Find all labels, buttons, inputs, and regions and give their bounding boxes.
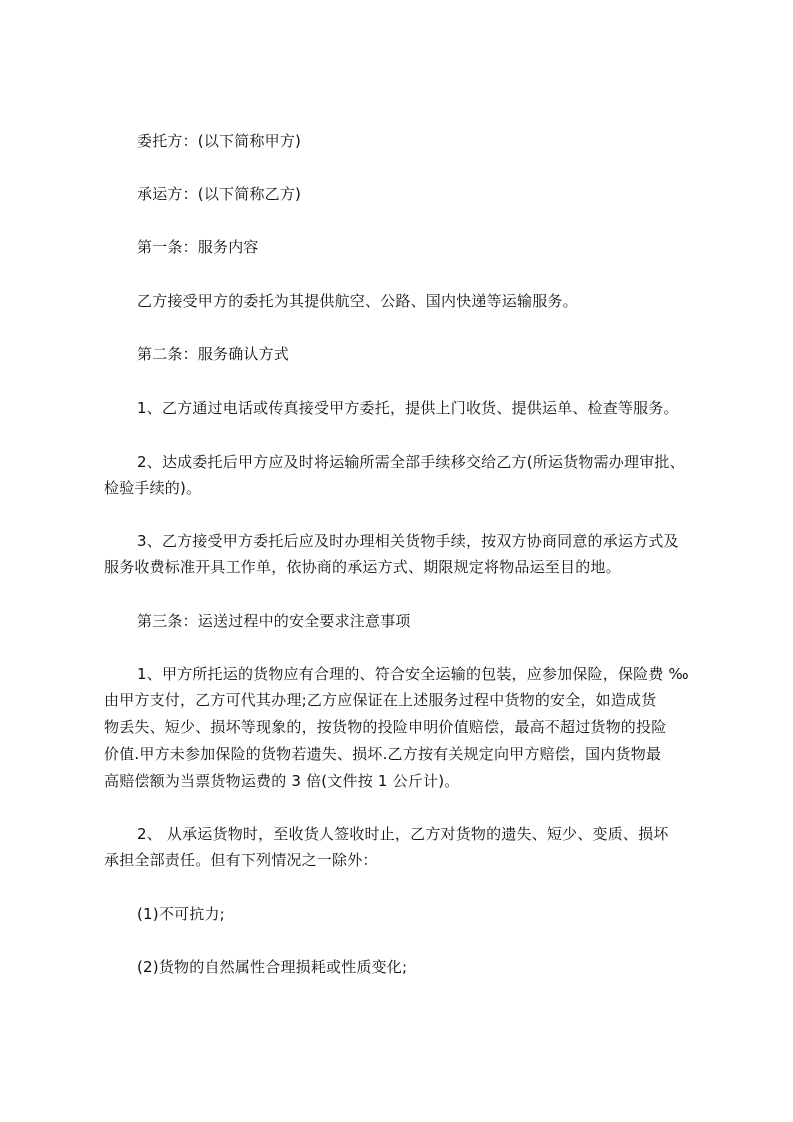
article-3-item-2-line-1: 2、 从承运货物时，至收货人签收时止，乙方对货物的遗失、短少、变质、损坏 [137,825,669,843]
article-3-item-1-line-5: 高赔偿额为当票货物运费的 3 倍(文件按 1 公斤计)。 [104,772,460,790]
article-2-item-2-line-1: 2、达成委托后甲方应及时将运输所需全部手续移交给乙方(所运货物需办理审批、 [137,453,685,471]
article-2-item-3-line-2: 服务收费标准开具工作单，依协商的承运方式、期限规定将物品运至目的地。 [104,558,621,576]
exception-2: (2)货物的自然属性合理损耗或性质变化; [137,958,408,976]
article-1-heading: 第一条：服务内容 [137,238,259,256]
party-b-line: 承运方：(以下简称乙方) [137,185,302,203]
party-a-line: 委托方：(以下简称甲方) [137,132,302,150]
article-2-item-3-line-1: 3、乙方接受甲方委托后应及时办理相关货物手续，按双方协商同意的承运方式及 [137,532,679,550]
article-1-text: 乙方接受甲方的委托为其提供航空、公路、国内快递等运输服务。 [137,292,578,310]
article-2-item-2-line-2: 检验手续的)。 [104,479,202,497]
article-3-heading: 第三条：运送过程中的安全要求注意事项 [137,612,411,630]
article-3-item-1-line-3: 物丢失、短少、损坏等现象的，按货物的投险申明价值赔偿，最高不超过货物的投险 [104,718,667,736]
article-3-item-1-line-2: 由甲方支付，乙方可代其办理;乙方应保证在上述服务过程中货物的安全，如造成货 [104,691,657,709]
article-2-item-1: 1、乙方通过电话或传真接受甲方委托，提供上门收货、提供运单、检查等服务。 [137,399,679,417]
article-2-heading: 第二条：服务确认方式 [137,345,290,363]
article-3-item-1-line-4: 价值.甲方未参加保险的货物若遗失、损坏.乙方按有关规定向甲方赔偿，国内货物最 [104,745,662,763]
article-3-item-2-line-2: 承担全部责任。但有下列情况之一除外： [104,851,378,869]
exception-1: (1)不可抗力; [137,905,225,923]
article-3-item-1-line-1: 1、甲方所托运的货物应有合理的、符合安全运输的包装，应参加保险，保险费 ‰ [137,665,689,683]
